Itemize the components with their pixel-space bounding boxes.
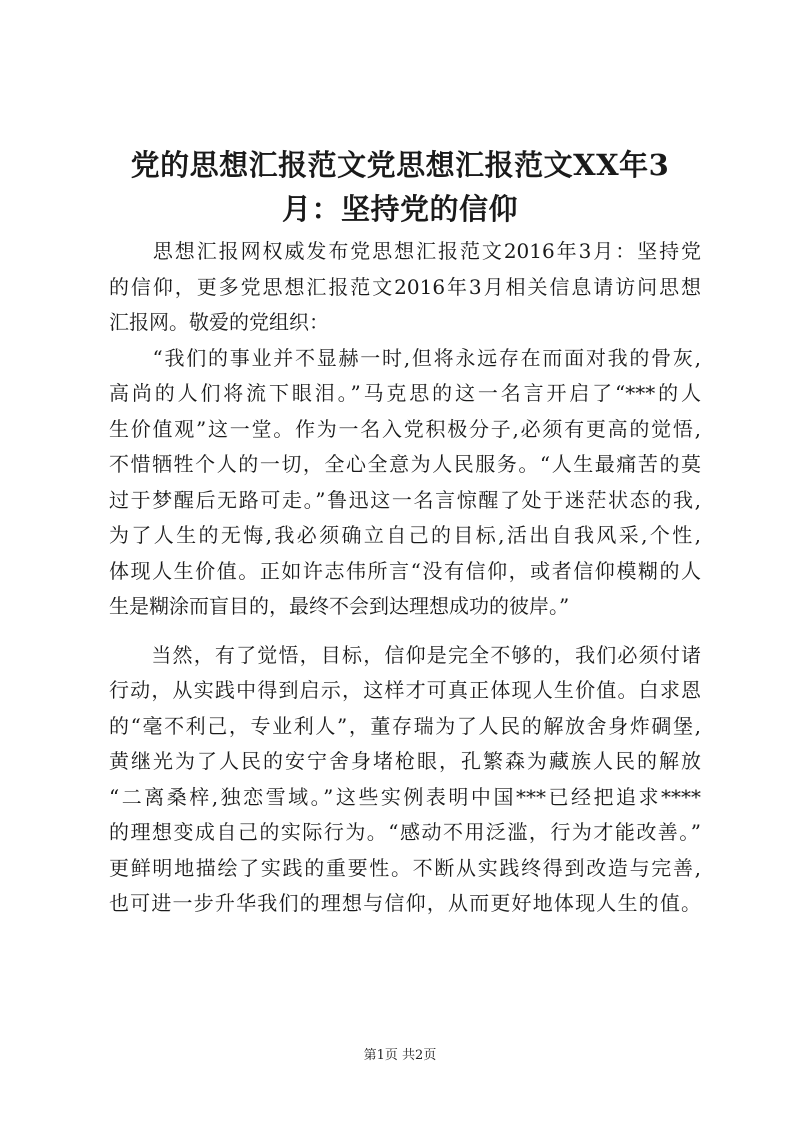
document-title <box>100 143 700 231</box>
paragraph <box>109 638 701 922</box>
text-line: 过于梦醒后无路可走。”鲁迅这一名言惊醒了处于迷茫状态的我, <box>109 487 701 512</box>
title-line: 月：坚持党的信仰 <box>281 192 518 226</box>
text-line: 汇报网。敬爱的党组织： <box>109 310 329 334</box>
text-line: “我们的事业并不显赫一时,但将永远存在而面对我的骨灰, <box>109 345 701 370</box>
text-line: 生价值观”这一堂。作为一名入党积极分子,必须有更高的觉悟, <box>109 416 701 441</box>
text-line: 高尚的人们将流下眼泪。”马克思的这一名言开启了“***的人 <box>109 381 701 405</box>
title-line: 党的思想汇报范文党思想汇报范文XX年3 <box>130 148 670 182</box>
text-line: 当然，有了觉悟，目标，信仰是完全不够的，我们必须付诸 <box>109 642 701 667</box>
text-line: 的信仰，更多党思想汇报范文2016年3月相关信息请访问思想 <box>109 274 701 299</box>
text-line: 的理想变成自己的实际行为。“感动不用泛滥，行为才能改善。” <box>109 820 701 844</box>
document-body <box>109 234 701 922</box>
text-line: 的“毫不利己，专业利人”，董存瑞为了人民的解放舍身炸碉堡, <box>109 713 701 738</box>
page-footer: 第1页 共2页 <box>363 1048 437 1063</box>
text-line: 思想汇报网权威发布党思想汇报范文2016年3月：坚持党 <box>109 239 701 263</box>
text-line: 行动，从实践中得到启示，这样才可真正体现人生价值。白求恩 <box>109 678 701 702</box>
paragraph <box>109 341 701 625</box>
text-line: 更鲜明地描绘了实践的重要性。不断从实践终得到改造与完善, <box>109 855 701 880</box>
text-line: 也可进一步升华我们的理想与信仰，从而更好地体现人生的值。 <box>109 891 701 915</box>
text-line: 黄继光为了人民的安宁舍身堵枪眼，孔繁森为藏族人民的解放 <box>109 749 701 773</box>
paragraph-gap <box>109 625 701 638</box>
paragraph <box>109 234 701 341</box>
text-line: 不惜牺牲个人的一切，全心全意为人民服务。“人生最痛苦的莫 <box>109 452 701 476</box>
text-line: 为了人生的无悔,我必须确立自己的目标,活出自我风采,个性, <box>109 523 701 547</box>
text-line: 体现人生价值。正如许志伟所言“没有信仰，或者信仰模糊的人 <box>109 558 701 583</box>
text-line: “二离桑梓,独恋雪域。”这些实例表明中国***已经把追求**** <box>109 784 701 809</box>
text-line: 生是糊涂而盲目的，最终不会到达理想成功的彼岸。” <box>109 594 570 618</box>
